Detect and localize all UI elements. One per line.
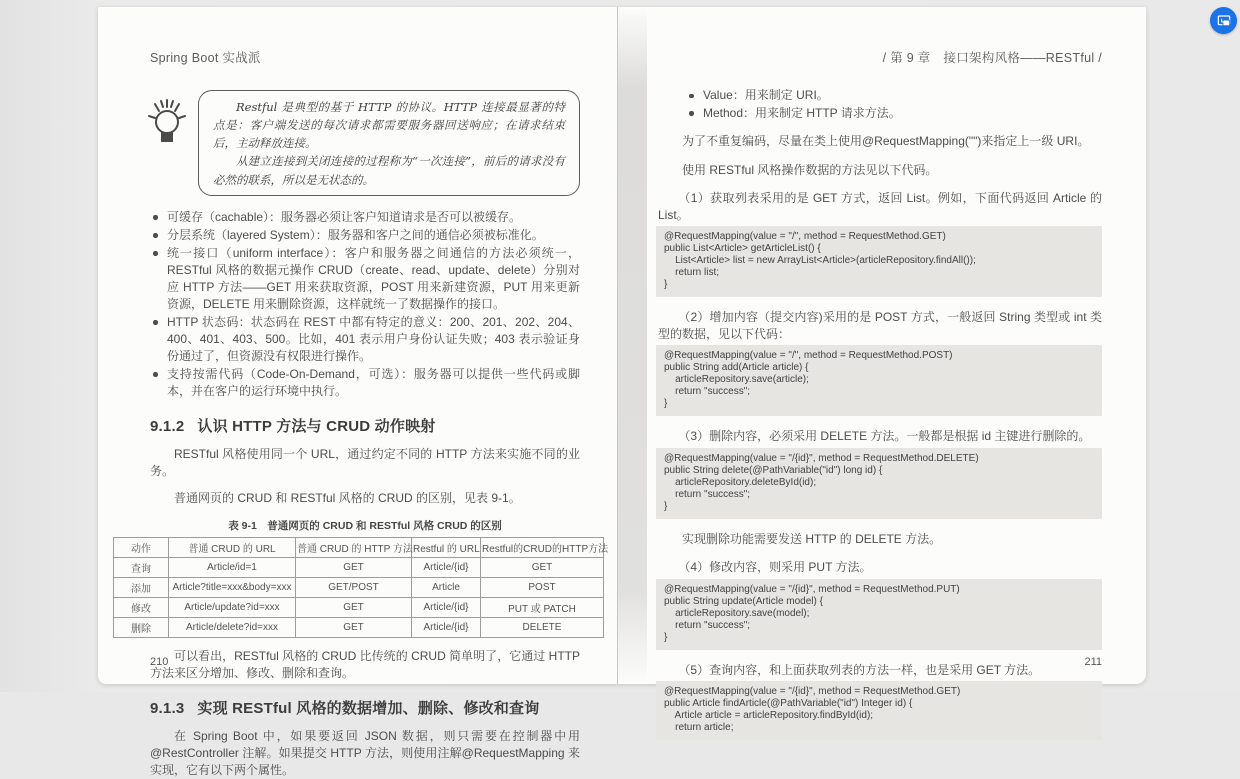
tip-callout <box>150 90 580 196</box>
table-cell: GET <box>296 617 412 637</box>
table-row <box>114 597 604 617</box>
list-item: 分层系统（layered System）：服务器和客户之间的通信必须被标准化。 <box>150 227 580 244</box>
code-line: @RequestMapping(value = "/{id}", method = RequestMethod.GET) <box>664 686 961 697</box>
code-line: @RequestMapping(value = "/", method = RequestMethod.POST) <box>664 350 953 361</box>
code-line: public String delete(@PathVariable("id") long id) { <box>664 464 883 476</box>
code-line: articleRepository.save(article); <box>664 374 809 385</box>
code-line: public Article findArticle(@PathVariable("id") Integer id) { <box>664 698 913 709</box>
table-9-1 <box>113 537 609 638</box>
floating-action-button[interactable] <box>1210 7 1237 34</box>
code-line: public String add(Article article) { <box>664 362 809 373</box>
table-cell: Article/{id} <box>412 597 481 617</box>
list-item: 可缓存（cachable）：服务器必须让客户知道请求是否可以被缓存。 <box>150 209 580 226</box>
table-cell: Article/id=1 <box>169 557 296 577</box>
table-cell: GET/POST <box>296 577 412 597</box>
code-line: List<Article> list = new ArrayList<Article>(articleRepository.findAll()); <box>664 255 976 266</box>
code-line: return "success"; <box>664 386 751 397</box>
table-header-cell: Restful的CRUD的HTTP方法 <box>481 537 604 557</box>
chapter-header: / 第 9 章 接口架构风格——RESTful / <box>882 51 1102 65</box>
section-heading-9-1-2 <box>150 415 580 436</box>
paragraph: 使用 RESTful 风格操作数据的方法见以下代码。 <box>682 162 938 177</box>
lightbulb-icon <box>142 92 192 150</box>
paragraph: 可以看出，RESTful 风格的 CRUD 比传统的 CRUD 简单明了，它通过 HTTP 方法来区分增加、修改、删除和查询。 <box>150 648 580 680</box>
book-title-header: Spring Boot 实战派 <box>150 51 261 65</box>
paragraph: 在 Spring Boot 中，如果要返回 JSON 数据，则只需要在控制器中用@RestController 注解。如果提交 HTTP 方法，则使用注解@RequestMapping 来实现，它有以下两个属性。 <box>150 728 580 777</box>
table-cell: 查询 <box>114 557 169 577</box>
page-number-left: 210 <box>150 656 169 668</box>
code-line: Article article = articleRepository.findById(id); <box>664 710 874 721</box>
code-line: } <box>664 279 668 290</box>
paragraph: 普通网页的 CRUD 和 RESTful 风格的 CRUD 的区别，见表 9-1。 <box>174 490 521 505</box>
table-cell: PUT 或 PATCH <box>481 597 604 617</box>
tip-paragraph: Restful 是典型的基于 HTTP 的协议。HTTP 连接最显著的特点是：客户端发送的每次请求都需要服务器回送响应；在请求结束后，主动释放连接。 <box>213 100 565 151</box>
table-cell: Article <box>412 577 481 597</box>
page-number-right: 211 <box>1084 656 1102 668</box>
code-line: @RequestMapping(value = "/", method = RequestMethod.GET) <box>664 231 946 242</box>
table-cell: 删除 <box>114 617 169 637</box>
requestmapping-attrs-list <box>658 87 1102 121</box>
table-header-cell: 动作 <box>114 537 169 557</box>
code-line: return article; <box>664 722 734 733</box>
code-line: return "success"; <box>664 488 751 500</box>
step-1-text: （1）获取列表采用的是 GET 方式，返回 List。例如，下面代码返回 Article 的 List。 <box>658 191 1102 222</box>
table-caption: 表 9-1 普通网页的 CRUD 和 RESTful 风格 CRUD 的区别 <box>228 519 502 532</box>
code-line: public String update(Article model) { <box>664 595 823 607</box>
section-number: 9.1.2 <box>150 417 185 435</box>
right-page <box>648 7 1146 733</box>
code-line: } <box>664 398 668 409</box>
code-block-delete <box>656 448 1102 519</box>
table-cell: Article/update?id=xxx <box>169 597 296 617</box>
table-cell: POST <box>481 577 604 597</box>
step-3-text: （3）删除内容，必须采用 DELETE 方法。一般都是根据 id 主键进行删除的。 <box>678 429 1091 443</box>
section-title: 实现 RESTful 风格的数据增加、删除、修改和查询 <box>197 699 540 717</box>
table-row <box>114 617 604 637</box>
list-item: Method：用来制定 HTTP 请求方法。 <box>686 105 1102 122</box>
table-cell: 添加 <box>114 577 169 597</box>
page-gutter <box>617 7 647 684</box>
table-header-cell: 普通 CRUD 的 HTTP 方法 <box>296 537 412 557</box>
code-line: @RequestMapping(value = "/{id}", method = RequestMethod.PUT) <box>664 583 960 595</box>
table-cell: Article?title=xxx&body=xxx <box>169 577 296 597</box>
table-cell: Article/delete?id=xxx <box>169 617 296 637</box>
table-cell: GET <box>296 597 412 617</box>
code-block-get-one <box>656 681 1102 740</box>
paragraph: RESTful 风格使用同一个 URL，通过约定不同的 HTTP 方法来实施不同的业务。 <box>150 446 580 478</box>
picture-in-picture-icon <box>1216 13 1232 29</box>
code-block-post-add <box>656 345 1102 416</box>
tip-paragraph: 从建立连接到关闭连接的过程称为“一次连接”，前后的请求没有必然的联系，所以是无状态的。 <box>213 154 565 187</box>
rest-constraints-list <box>150 209 580 400</box>
list-item: 统一接口（uniform interface）：客户和服务器之间通信的方法必须统一，RESTful 风格的数据元操作 CRUD（create、read、update、delete）分别对应 HTTP 方法——GET 用来获取资源，POST 用来新建资源，PUT 用来更新资源，DELETE 用来删除资源，这样就统一了数据操作的接口。 <box>150 245 580 313</box>
list-item: Value：用来制定 URI。 <box>686 87 1102 104</box>
code-line: } <box>664 631 668 643</box>
section-title: 认识 HTTP 方法与 CRUD 动作映射 <box>197 417 436 435</box>
list-item: HTTP 状态码：状态码在 REST 中都有特定的意义：200、201、202、204、400、401、403、500。比如，401 表示用户身份认证失败；403 表示验证身份通过了，但资源没有权限进行操作。 <box>150 314 580 365</box>
table-row <box>114 557 604 577</box>
table-header-cell: Restful 的 URL <box>412 537 481 557</box>
code-line: return list; <box>664 267 720 278</box>
code-line: public List<Article> getArticleList() { <box>664 243 821 254</box>
step-5-text: （5）查询内容，和上面获取列表的方法一样，也是采用 GET 方法。 <box>678 662 1041 677</box>
list-item: 支持按需代码（Code-On-Demand，可选）：服务器可以提供一些代码或脚本，并在客户的运行环境中执行。 <box>150 366 580 400</box>
paragraph: 实现删除功能需要发送 HTTP 的 DELETE 方法。 <box>682 531 942 546</box>
code-line: return "success"; <box>664 619 751 631</box>
code-line: @RequestMapping(value = "/{id}", method = RequestMethod.DELETE) <box>664 452 979 464</box>
table-cell: GET <box>296 557 412 577</box>
table-header-cell: 普通 CRUD 的 URL <box>169 537 296 557</box>
code-line: articleRepository.deleteById(id); <box>664 476 817 488</box>
table-cell: DELETE <box>481 617 604 637</box>
code-line: articleRepository.save(model); <box>664 607 810 619</box>
code-block-get-list <box>656 226 1102 297</box>
tip-box <box>198 90 580 196</box>
code-line: } <box>664 500 668 512</box>
book-spread <box>98 7 1146 777</box>
step-2-text: （2）增加内容（提交内容)采用的是 POST 方式，一般返回 String 类型或 int 类型的数据，见以下代码： <box>658 310 1102 341</box>
table-header-row <box>114 537 604 557</box>
section-number: 9.1.3 <box>150 699 185 717</box>
table-cell: Article/{id} <box>412 617 481 637</box>
left-page <box>98 7 617 777</box>
section-heading-9-1-3 <box>150 697 580 718</box>
table-cell: Article/{id} <box>412 557 481 577</box>
paragraph: 为了不重复编码，尽量在类上使用@RequestMapping("")来指定上一级 URI。 <box>682 134 1090 148</box>
code-block-put-update <box>656 579 1102 650</box>
step-4-text: （4）修改内容，则采用 PUT 方法。 <box>678 560 872 574</box>
table-cell: 修改 <box>114 597 169 617</box>
table-row <box>114 577 604 597</box>
table-cell: GET <box>481 557 604 577</box>
